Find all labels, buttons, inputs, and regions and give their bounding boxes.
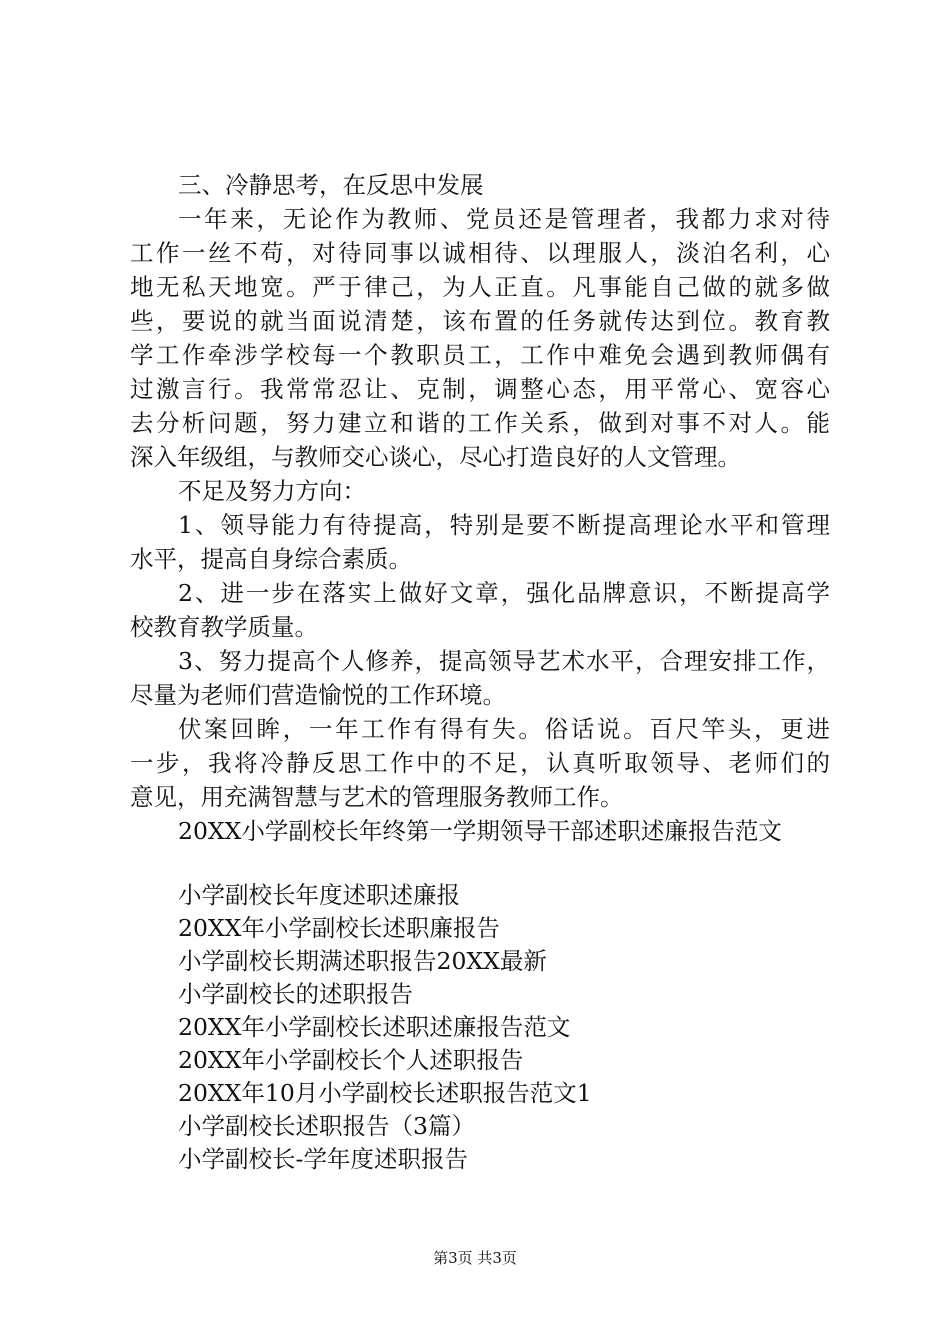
paragraph-line: 一年来，无论作为教师、党员还是管理者，我都力求对待 [178, 205, 830, 233]
paragraph-line: 1、领导能力有待提高，特别是要不断提高理论水平和管理 [178, 511, 830, 539]
page-footer: 第3页 共3页 [433, 1249, 517, 1267]
related-link[interactable]: 小学副校长期满述职报告20XX最新 [178, 947, 547, 975]
paragraph-line: 地无私天地宽。严于律己，为人正直。凡事能自己做的就多做 [130, 273, 830, 301]
related-link[interactable]: 小学副校长-学年度述职报告 [178, 1145, 468, 1173]
paragraph-line: 去分析问题，努力建立和谐的工作关系，做到对事不对人。能 [130, 409, 830, 437]
paragraph-line: 学工作牵涉学校每一个教职员工，工作中难免会遇到教师偶有 [130, 341, 830, 369]
document-title: 20XX小学副校长年终第一学期领导干部述职述廉报告范文 [178, 817, 782, 845]
paragraph-line: 3、努力提高个人修养，提高领导艺术水平，合理安排工作， [178, 647, 830, 675]
paragraph-line: 伏案回眸，一年工作有得有失。俗话说。百尺竿头，更进 [178, 715, 830, 743]
related-link[interactable]: 小学副校长述职报告（3篇） [178, 1112, 475, 1140]
paragraph-line: 工作一丝不苟，对待同事以诚相待、以理服人，淡泊名利，心 [130, 239, 830, 267]
paragraph-line: 校教育教学质量。 [130, 613, 318, 641]
related-link[interactable]: 小学副校长年度述职述廉报 [178, 881, 460, 909]
related-link[interactable]: 20XX年小学副校长述职述廉报告范文 [178, 1013, 571, 1041]
related-link[interactable]: 小学副校长的述职报告 [178, 980, 413, 1008]
paragraph-line: 一步，我将冷静反思工作中的不足，认真听取领导、老师们的 [130, 749, 830, 777]
paragraph-line: 2、进一步在落实上做好文章，强化品牌意识，不断提高学 [178, 579, 830, 607]
related-link[interactable]: 20XX年小学副校长个人述职报告 [178, 1046, 524, 1074]
related-link[interactable]: 20XX年10月小学副校长述职报告范文1 [178, 1079, 592, 1107]
paragraph-line: 些，要说的就当面说清楚，该布置的任务就传达到位。教育教 [130, 307, 830, 335]
related-link[interactable]: 20XX年小学副校长述职廉报告 [178, 914, 500, 942]
paragraph-line: 深入年级组，与教师交心谈心，尽心打造良好的人文管理。 [130, 443, 741, 471]
shortcomings-heading: 不足及努力方向： [178, 477, 366, 505]
paragraph-line: 过激言行。我常常忍让、克制，调整心态，用平常心、宽容心 [130, 375, 830, 403]
section-heading: 三、冷静思考，在反思中发展 [178, 171, 484, 199]
paragraph-line: 尽量为老师们营造愉悦的工作环境。 [130, 681, 506, 709]
paragraph-line: 意见，用充满智慧与艺术的管理服务教师工作。 [130, 783, 624, 811]
paragraph-line: 水平，提高自身综合素质。 [130, 545, 412, 573]
